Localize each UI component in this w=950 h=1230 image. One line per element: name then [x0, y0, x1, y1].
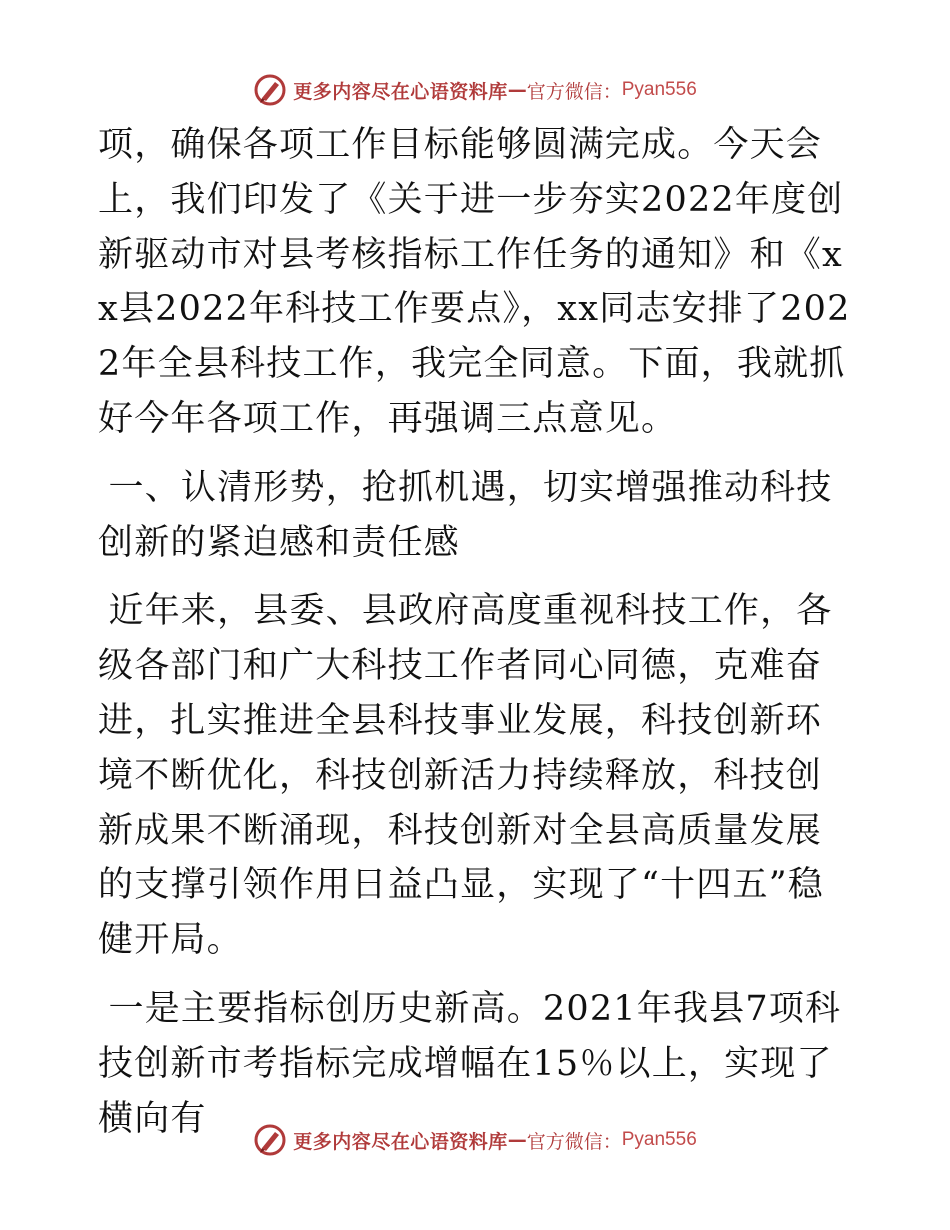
document-body [98, 118, 858, 1146]
watermark-dash: — [507, 79, 527, 101]
paragraph-intro: 项，确保各项工作目标能够圆满完成。今天会上，我们印发了《关于进一步夯实2022年度创新驱动市对县考核指标工作任务的通知》和《xx县2022年科技工作要点》，xx同志安排了2022年全县科技工作，我完全同意。下面，我就抓好今年各项工作，再强调三点意见。 [98, 125, 851, 439]
pen-logo-icon [253, 73, 287, 107]
footer-watermark [0, 1122, 950, 1158]
header-watermark [0, 72, 950, 108]
watermark-handle: Pyan556 [621, 79, 697, 100]
watermark-contact-label: 官方微信： [526, 80, 622, 103]
watermark-handle: Pyan556 [621, 1129, 697, 1150]
paragraph-progress: 近年来，县委、县政府高度重视科技工作，各级各部门和广大科技工作者同心同德，克难奋进，扎实推进全县科技事业发展，科技创新环境不断优化，科技创新活力持续释放，科技创新成果不断涌现，科技创新对全县高质量发展的支撑引领作用日益凸显，实现了“十四五”稳健开局。 [98, 591, 833, 961]
paragraph-indicators: 一是主要指标创历史新高。2021年我县7项科技创新市考指标完成增幅在15％以上，实现了横向有 [98, 988, 842, 1139]
pen-logo-icon [253, 1123, 287, 1157]
watermark-text: 更多内容尽在心语资料库 [293, 1130, 508, 1153]
watermark-contact-label: 官方微信： [526, 1130, 622, 1153]
watermark-dash: — [507, 1129, 527, 1151]
section-heading: 一、认清形势，抢抓机遇，切实增强推动科技创新的紧迫感和责任感 [98, 467, 833, 563]
watermark-text: 更多内容尽在心语资料库 [293, 80, 508, 103]
